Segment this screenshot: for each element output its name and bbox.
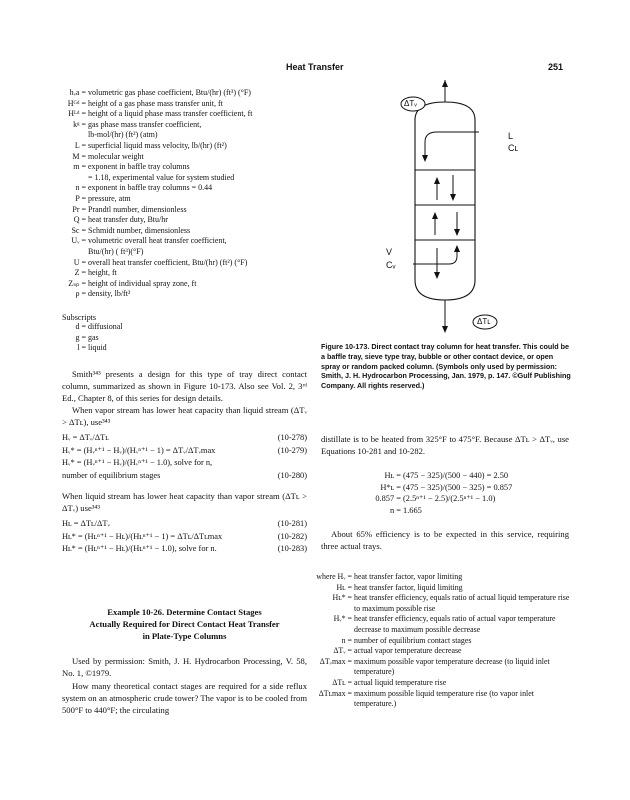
nomenclature-item-txt: exponent in baffle tray columns	[88, 162, 190, 172]
equation-row-eq: Hʟ* = (Hʟⁿ⁺¹ − Hʟ)/(Hʟⁿ⁺¹ − 1.0), solve for n.	[62, 544, 217, 553]
nomenclature-item-txt: molecular weight	[88, 151, 144, 161]
example-title-line3: in Plate-Type Columns	[142, 631, 227, 641]
subscript-item	[40, 333, 240, 344]
equation-row	[62, 543, 307, 556]
where-definition-sym: ΔTᵥmax =	[319, 656, 352, 666]
calculation-row-r: (475 − 325)/(500 − 325) = 0.857	[403, 482, 513, 492]
where-definition	[290, 689, 580, 710]
nomenclature-list	[40, 88, 340, 300]
vapor-inlet-pipe	[413, 248, 457, 264]
equation-row-eq: Hᵥ = ΔTᵥ/ΔTʟ	[62, 433, 109, 442]
running-header-title: Heat Transfer	[286, 62, 344, 72]
calculation-row-r: 1.665	[403, 505, 422, 515]
tray-column-figure	[385, 80, 535, 340]
nomenclature-item	[40, 109, 340, 120]
calculation-row	[321, 505, 571, 517]
equation-row-num: (10-283)	[277, 544, 307, 553]
liquid-down-arrow-3	[434, 272, 440, 279]
nomenclature-item-txt: exponent in baffle tray columns = 0.44	[88, 183, 213, 193]
subscript-item	[40, 322, 240, 333]
subscript-item-sym: l =	[77, 343, 86, 353]
equation-row-eq: Hᵥ* = (Hᵥⁿ⁺¹ − Hᵥ)/(Hᵥⁿ⁺¹ − 1) = ΔTᵥ/ΔTᵥmax	[62, 445, 216, 455]
nomenclature-item-sym: L =	[74, 140, 86, 150]
nomenclature-item-txt: height, ft	[88, 268, 117, 278]
liquid-down-arrow-1	[450, 194, 456, 201]
equation-row-eq: Hʟ* = (Hʟⁿ⁺¹ − Hʟ)/(Hʟⁿ⁺¹ − 1) = ΔTʟ/ΔTʟmax	[62, 531, 223, 541]
nomenclature-item	[40, 130, 340, 141]
equation-set-1	[62, 432, 307, 482]
nomenclature-item-txt: heat transfer duty, Btu/hr	[88, 215, 168, 225]
nomenclature-item	[40, 247, 340, 258]
page-number: 251	[548, 62, 564, 72]
equation-set-2	[62, 518, 307, 556]
nomenclature-item-txt: Schmidt number, dimensionless	[88, 225, 191, 235]
where-definition-txt: heat transfer efficiency, equals ratio of actual liquid temperature rise to maximum possible rise	[354, 593, 570, 613]
calculation-row	[321, 493, 571, 505]
subscript-item-txt: gas	[88, 332, 99, 342]
nomenclature-item-txt: Prandtl number, dimensionless	[88, 204, 187, 214]
nomenclature-item-sym: kᵍ =	[73, 119, 86, 129]
calculation-row-l: n =	[389, 505, 401, 515]
vapor-heat-capacity-label: Cᵥ	[386, 260, 396, 270]
where-definition-sym: ΔTʟ =	[332, 677, 352, 687]
nomenclature-item-txt: height of individual spray zone, ft	[88, 278, 197, 288]
example-title	[62, 606, 307, 642]
where-definition	[290, 678, 580, 689]
nomenclature-item-sym: Hᴸᵈ =	[68, 109, 86, 119]
calculation-row-r: (475 − 325)/(500 − 440) = 2.50	[403, 471, 509, 480]
nomenclature-item-sym: hᵥa =	[69, 88, 86, 97]
subscripts-list	[40, 322, 240, 354]
where-definition-txt: maximum possible liquid temperature rise (to vapor inlet temperature.)	[354, 688, 534, 709]
equation-row	[62, 531, 307, 544]
subscript-item-sym: d =	[75, 322, 86, 331]
nomenclature-item	[40, 162, 340, 173]
subscript-item-sym: g =	[75, 332, 86, 342]
equation-row-num: (10-278)	[277, 433, 307, 442]
vapor-inlet-arrowhead	[454, 245, 460, 252]
calculation-row-l: 0.857 =	[375, 494, 401, 503]
equation-row-eq: number of equilibrium stages	[62, 470, 161, 480]
equation-row-eq: Hᵥ* = (Hᵥⁿ⁺¹ − Hᵥ)/(Hᵥⁿ⁺¹ − 1.0), solve for n,	[62, 458, 213, 467]
calculation-row	[321, 470, 571, 482]
equation-row-num: (10-281)	[277, 519, 307, 528]
nomenclature-item	[40, 152, 340, 163]
where-definition-txt: heat transfer factor, vapor limiting	[354, 572, 463, 581]
equation-row	[62, 470, 307, 483]
nomenclature-item-sym: n =	[75, 183, 86, 193]
nomenclature-item-txt: Btu/(hr) ( ft³)(°F)	[88, 246, 144, 256]
nomenclature-item-sym	[40, 173, 88, 184]
where-definition	[290, 646, 580, 657]
where-definition	[290, 572, 580, 583]
nomenclature-item-txt: superficial liquid mass velocity, lb/(hr) (ft²)	[88, 140, 227, 150]
calculation-row-l: H*ʟ =	[380, 482, 401, 492]
nomenclature-item-txt: volumetric gas phase coefficient, Btu/(hr) (ft³) (°F)	[88, 88, 251, 97]
where-definition-txt: heat transfer factor, liquid limiting	[354, 582, 463, 592]
where-definition-txt: actual liquid temperature rise	[354, 677, 447, 687]
liquid-inlet-pipe	[425, 132, 479, 160]
nomenclature-item-sym	[40, 130, 88, 141]
vapor-outlet-arrowhead	[442, 80, 448, 87]
vapor-up-arrow-1	[434, 177, 440, 184]
nomenclature-item-txt: gas phase mass transfer coefficient,	[88, 119, 202, 129]
nomenclature-item	[40, 88, 340, 99]
nomenclature-item	[40, 258, 340, 269]
nomenclature-item-sym: Zₛₚ =	[68, 278, 86, 288]
nomenclature-item-sym: P =	[75, 193, 86, 203]
where-definition	[290, 583, 580, 594]
calculation-block	[321, 470, 571, 516]
nomenclature-item-txt: density, lb/ft³	[88, 289, 131, 299]
liquid-condition-paragraph: When liquid stream has lower heat capacity than vapor stream (ΔTʟ > ΔTᵥ) use³⁴³	[62, 491, 307, 513]
where-definition-txt: heat transfer efficiency, equals ratio of actual vapor temperature decrease to maximum possible decrease	[354, 614, 556, 634]
nomenclature-item-sym: Pr =	[72, 204, 86, 214]
intro-paragraph: Smith³⁴³ presents a design for this type of tray direct contact column, summarized as shown in Figure 10-173. Also see Vol. 2, 3ʳᵈ Ed., Chapter 8, of this series for design details.	[62, 369, 307, 403]
equation-row-num: (10-282)	[277, 531, 307, 541]
example-question-paragraph: How many theoretical contact stages are required for a side reflux system on an atmospheric crude tower? The vapor is to be cooled from 500°F to 440°F; the circulating	[62, 681, 307, 715]
nomenclature-item-sym: M =	[72, 151, 86, 161]
nomenclature-item	[40, 173, 340, 184]
nomenclature-item	[40, 120, 340, 131]
nomenclature-item	[40, 205, 340, 216]
nomenclature-item	[40, 279, 340, 290]
nomenclature-item	[40, 183, 340, 194]
where-definition-sym: Hᵥ* =	[333, 614, 352, 624]
example-title-line2: Actually Required for Direct Contact Heat Transfer	[89, 619, 280, 629]
nomenclature-item	[40, 194, 340, 205]
calculation-row	[321, 482, 571, 494]
nomenclature-item	[40, 141, 340, 152]
nomenclature-item	[40, 268, 340, 279]
equation-row	[62, 518, 307, 531]
nomenclature-item	[40, 99, 340, 110]
nomenclature-item-sym: Z =	[74, 268, 86, 278]
equation-row-eq: Hʟ = ΔTʟ/ΔTᵥ	[62, 519, 110, 528]
subscript-item-txt: liquid	[88, 343, 107, 353]
nomenclature-item-txt: = 1.18, experimental value for system studied	[88, 172, 235, 182]
figure-caption: Figure 10-173. Direct contact tray column for heat transfer. This could be a baffle tray, sieve type tray, bubble or other contact device, or open spray or random packed column. (Symbols only used by permission: Smith, J. H. Hydrocarbon Processing, Jan. 1979, p. 147. ©Gulf Publishing Company. All rights reserved.)	[321, 342, 571, 391]
subscript-item-txt: diffusional	[88, 322, 123, 331]
liquid-inlet-arrowhead	[422, 155, 428, 162]
where-definition-sym: where Hᵥ =	[316, 572, 352, 581]
nomenclature-item-txt: pressure, atm	[88, 193, 131, 203]
where-definition-sym: Hʟ* =	[332, 593, 352, 603]
nomenclature-item-txt: height of a gas phase mass transfer unit, ft	[88, 98, 223, 108]
where-definition-txt: maximum possible vapor temperature decrease (to liquid inlet temperature)	[354, 656, 550, 677]
equation-row	[62, 432, 307, 445]
nomenclature-item-sym: Hᴳᵈ =	[67, 98, 86, 108]
nomenclature-item	[40, 289, 340, 300]
where-definition-sym: ΔTᵥ =	[333, 646, 352, 656]
nomenclature-item	[40, 236, 340, 247]
nomenclature-item-txt: volumetric overall heat transfer coefficient,	[88, 236, 227, 246]
subscript-item	[40, 343, 240, 354]
example-permission-paragraph: Used by permission: Smith, J. H. Hydrocarbon Processing, V. 58, No. 1, ©1979.	[62, 656, 307, 678]
calculation-row-l: Hʟ =	[384, 471, 401, 480]
nomenclature-item-sym: m =	[73, 162, 86, 172]
equation-row-num	[255, 457, 307, 470]
delta-tl-label: ΔTʟ	[477, 317, 491, 326]
where-definition-sym: ΔTʟmax =	[318, 688, 352, 698]
nomenclature-item-txt: height of a liquid phase mass transfer coefficient, ft	[88, 109, 253, 119]
nomenclature-item-sym	[40, 247, 88, 258]
nomenclature-item	[40, 226, 340, 237]
where-definitions	[290, 572, 580, 710]
where-definition	[290, 614, 580, 635]
equation-row	[62, 445, 307, 458]
vapor-condition-paragraph: When vapor stream has lower heat capacity than liquid stream (ΔTᵥ > ΔTʟ), use³⁴³	[62, 405, 307, 427]
nomenclature-item-sym: Uᵥ =	[71, 236, 86, 246]
liquid-outlet-arrowhead	[442, 326, 448, 333]
delta-tv-label: ΔTᵥ	[404, 99, 417, 108]
nomenclature-item-txt: lb-mol/(hr) (ft²) (atm)	[88, 130, 158, 140]
calculation-row-r: (2.5ⁿ⁺¹ − 2.5)/(2.5ⁿ⁺¹ − 1.0)	[403, 494, 496, 503]
where-definition	[290, 593, 580, 614]
where-definition-txt: number of equilibrium contact stages	[354, 635, 472, 645]
subscripts-heading: Subscripts	[62, 313, 97, 322]
vapor-up-arrow-2	[432, 212, 438, 219]
example-title-line1: Example 10-26. Determine Contact Stages	[107, 607, 262, 617]
liquid-label: L	[508, 131, 514, 141]
liquid-heat-capacity-label: Cʟ	[508, 143, 519, 153]
nomenclature-item-sym: Q =	[73, 215, 86, 225]
where-definition	[290, 657, 580, 678]
nomenclature-item-txt: overall heat transfer coefficient, Btu/(hr) (ft²) (°F)	[88, 257, 248, 267]
nomenclature-item-sym: U =	[73, 257, 86, 267]
equation-row-num: (10-280)	[277, 470, 307, 480]
where-definition-sym: n =	[341, 635, 352, 645]
distillate-paragraph: distillate is to be heated from 325°F to 475°F. Because ΔTʟ > ΔTᵥ, use Equations 10-281 and 10-282.	[321, 434, 569, 456]
equation-row-num: (10-279)	[277, 445, 307, 455]
where-definition-sym: Hʟ =	[336, 582, 352, 592]
efficiency-paragraph: About 65% efficiency is to be expected in this service, requiring three actual trays.	[321, 529, 569, 551]
nomenclature-item-sym: ρ =	[75, 289, 86, 299]
where-definition-txt: actual vapor temperature decrease	[354, 646, 462, 656]
equation-row	[62, 457, 307, 470]
vapor-label: V	[386, 247, 393, 257]
where-definition	[290, 636, 580, 647]
nomenclature-item	[40, 215, 340, 226]
nomenclature-item-sym: Sc =	[71, 225, 86, 235]
liquid-down-arrow-2	[454, 229, 460, 236]
